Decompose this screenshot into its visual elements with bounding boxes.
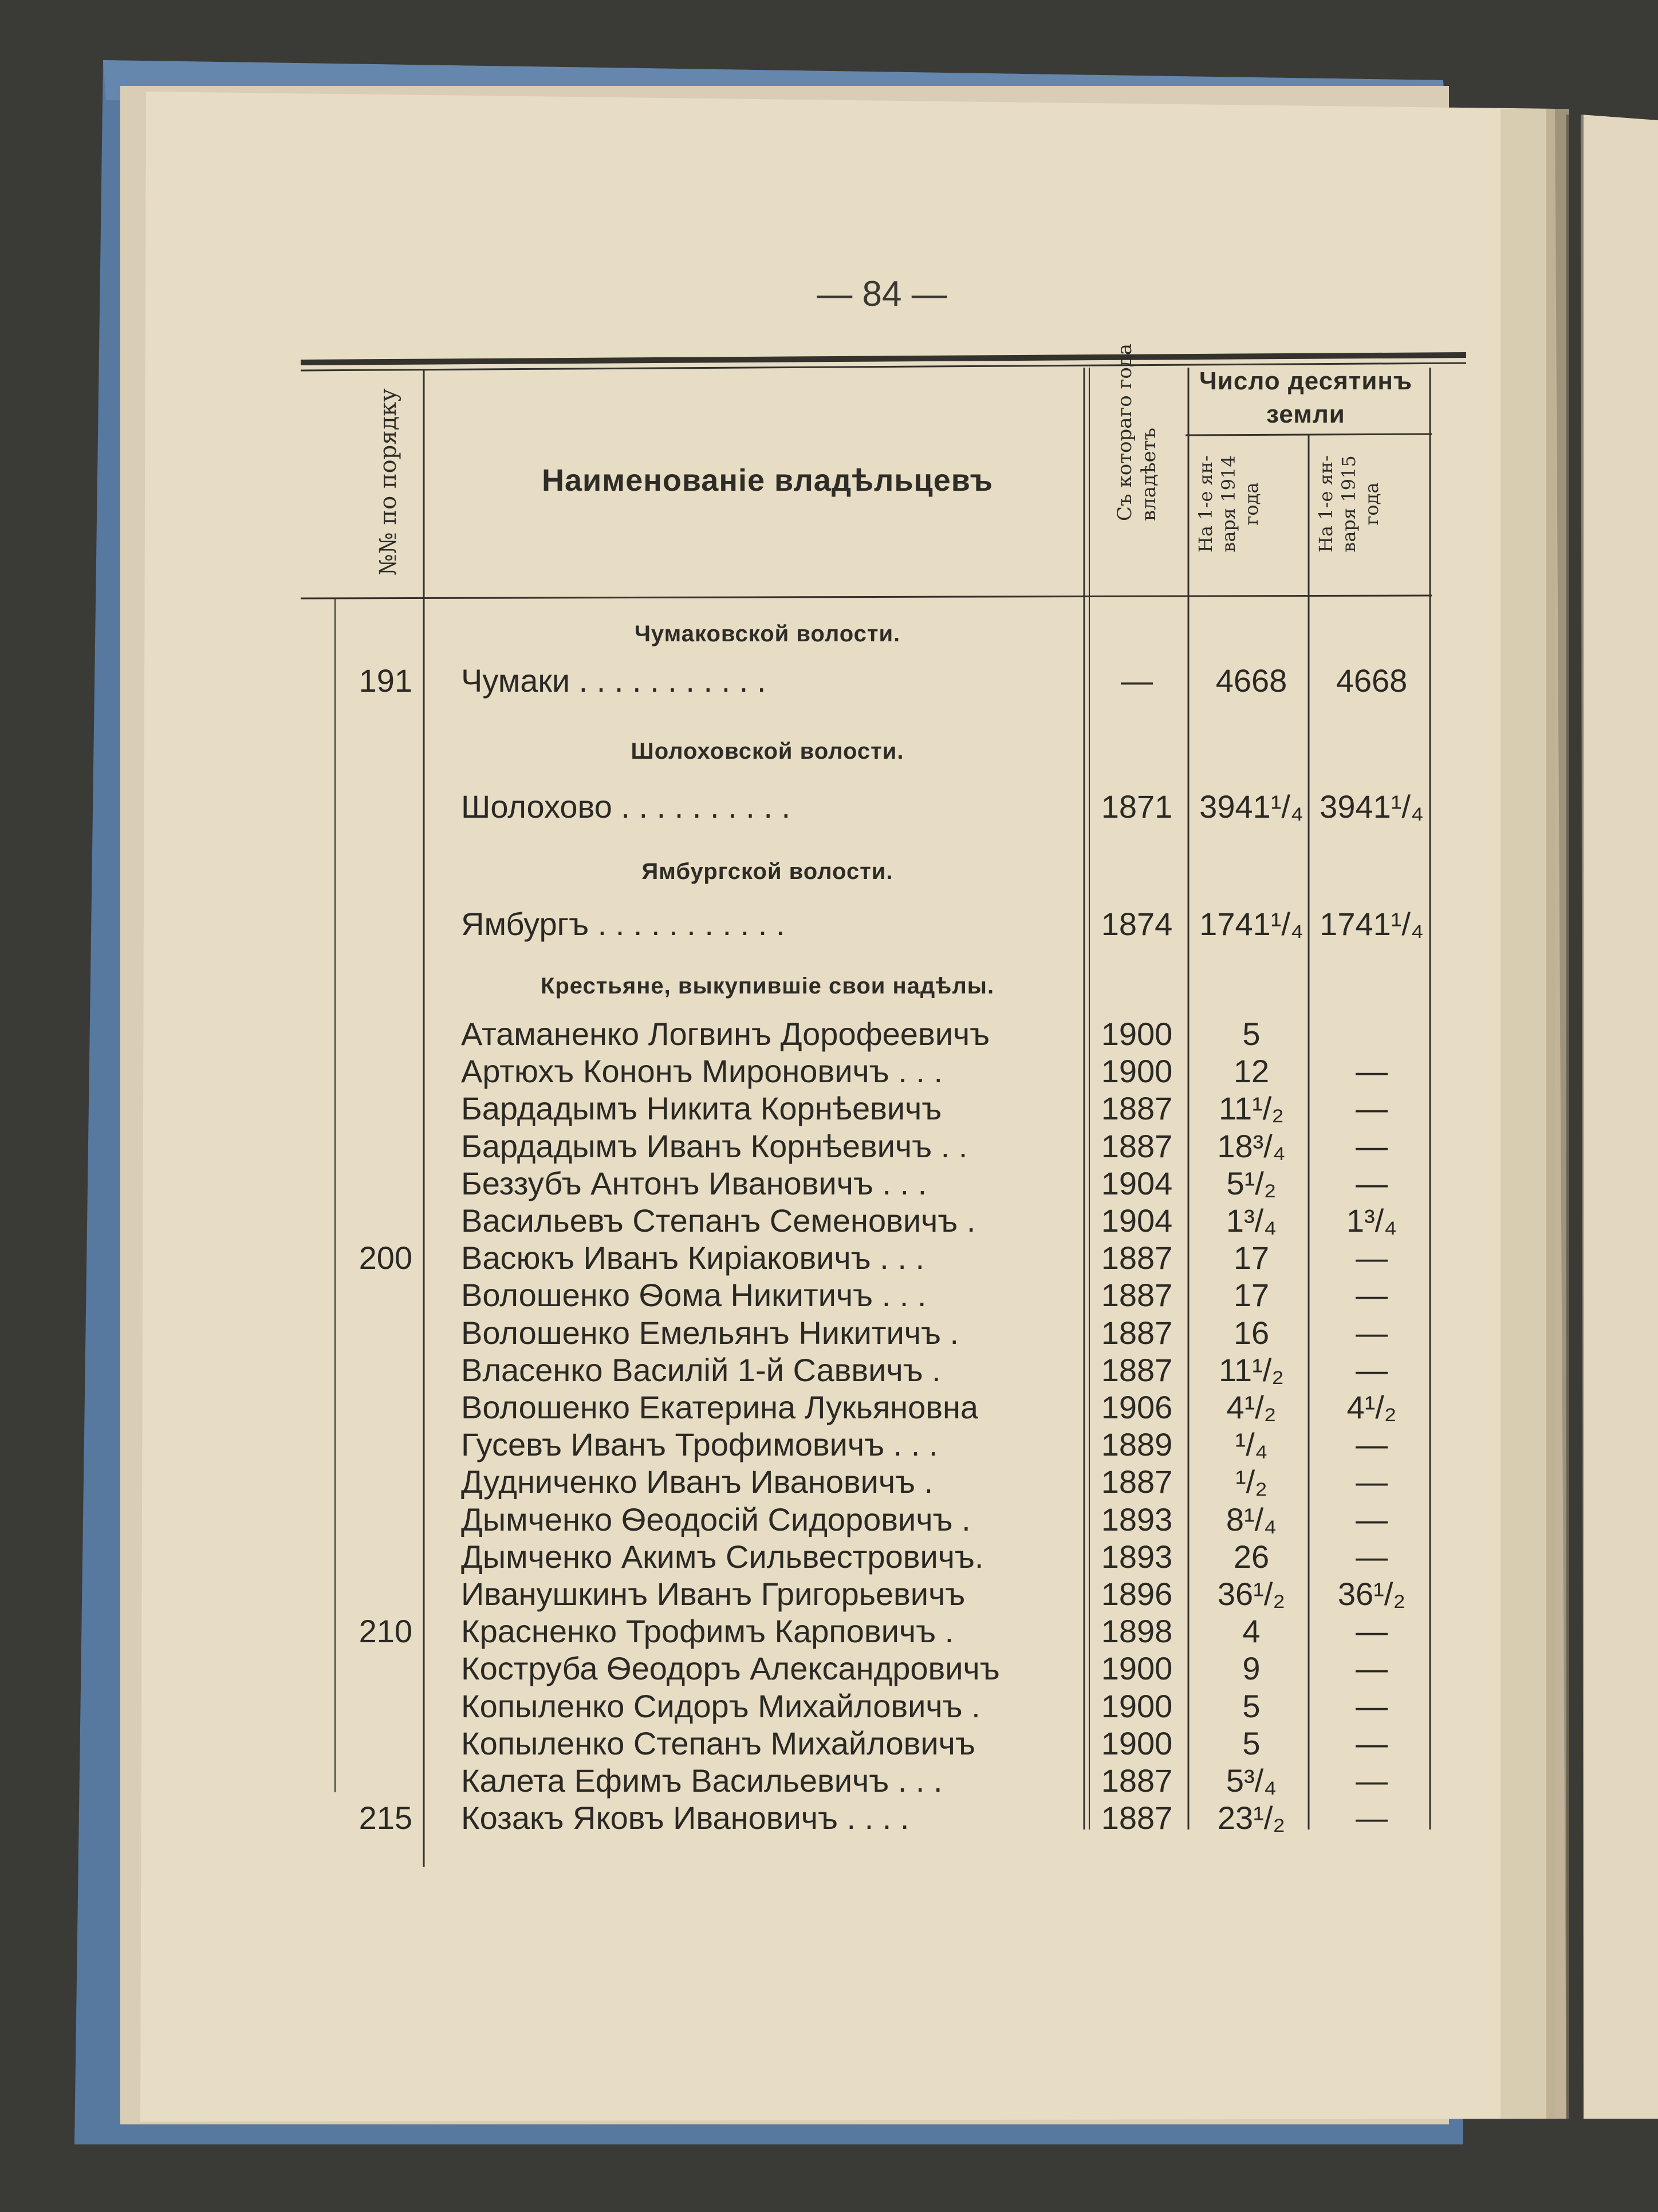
area-1915: 1741¹/₄: [1320, 906, 1424, 942]
since-year: 1887: [1101, 1240, 1173, 1276]
table-row: [0, 1239, 1658, 1277]
area-1914: 17: [1233, 1240, 1270, 1276]
area-1914: 1³/₄: [1226, 1202, 1277, 1239]
since-year: 1898: [1101, 1613, 1173, 1650]
header-since-line-1: Съ котораго года: [1113, 343, 1136, 521]
since-year: 1887: [1101, 1277, 1173, 1314]
row-number: 210: [359, 1613, 412, 1650]
owner-name: Копыленко Степанъ Михайловичъ: [461, 1725, 975, 1761]
area-1915: —: [1356, 1538, 1388, 1575]
header-1915-line-2: варя 1915: [1338, 455, 1360, 553]
area-1914: 1741¹/₄: [1199, 906, 1303, 942]
row-number: 191: [359, 663, 412, 699]
table-row: [0, 1351, 1658, 1390]
area-1914: 5: [1242, 1687, 1261, 1724]
area-1914: 4: [1242, 1613, 1261, 1650]
since-year: 1874: [1101, 906, 1173, 942]
area-1915: —: [1356, 1613, 1388, 1650]
since-year: 1893: [1101, 1501, 1173, 1537]
area-1914: 5: [1242, 1725, 1261, 1761]
owner-name: Волошенко Емельянъ Никитичъ .: [461, 1314, 959, 1351]
area-1914: 16: [1233, 1314, 1270, 1351]
area-1915: —: [1356, 1650, 1388, 1687]
area-1915: —: [1356, 1426, 1388, 1463]
owner-name: Дымченко Ѳеодосій Сидоровичъ .: [461, 1501, 971, 1537]
table-row: [0, 1761, 1658, 1800]
row-number: 200: [359, 1240, 412, 1276]
owner-name: Беззубъ Антонъ Ивановичъ . . .: [461, 1165, 927, 1201]
since-year: 1906: [1101, 1389, 1173, 1425]
owner-name: Дымченко Акимъ Сильвестровичъ.: [461, 1538, 984, 1575]
area-1914: 17: [1233, 1277, 1270, 1314]
since-year: 1896: [1101, 1576, 1173, 1612]
table-row: [0, 1575, 1658, 1614]
owner-name: Бардадымъ Иванъ Корнѣевичъ . .: [461, 1127, 968, 1164]
section-title: Ямбургской волости.: [641, 859, 893, 884]
area-1915: —: [1356, 1240, 1388, 1276]
area-1915: —: [1356, 1800, 1388, 1836]
since-year: 1887: [1101, 1762, 1173, 1799]
since-year: 1900: [1101, 1016, 1173, 1052]
owner-name: Калета Ефимъ Васильевичъ . . .: [461, 1762, 943, 1799]
area-1914: 36¹/₂: [1217, 1576, 1286, 1612]
area-1914: 26: [1233, 1538, 1270, 1575]
owner-name: Бардадымъ Никита Корнѣевичъ: [461, 1090, 942, 1127]
since-year: 1887: [1101, 1464, 1173, 1500]
since-year: 1871: [1101, 788, 1173, 825]
owner-name: Гусевъ Иванъ Трофимовичъ . . .: [461, 1426, 938, 1463]
table-row: [0, 1314, 1658, 1353]
area-1915: —: [1356, 1053, 1388, 1090]
header-area-1915: [1314, 455, 1383, 553]
header-area-line-1: Число десятинъ: [1199, 367, 1413, 395]
area-1914: 18³/₄: [1217, 1127, 1286, 1164]
table-row: [0, 1425, 1658, 1464]
section-title: Чумаковской волости.: [634, 621, 901, 646]
since-year: 1900: [1101, 1687, 1173, 1724]
area-1915: —: [1356, 1314, 1388, 1351]
owner-name: Ямбургъ . . . . . . . . . . .: [461, 906, 785, 942]
owner-name: Шолохово . . . . . . . . . .: [461, 788, 791, 825]
area-1915: 4668: [1336, 663, 1408, 699]
area-1915: —: [1356, 1687, 1388, 1724]
area-1915: 1³/₄: [1346, 1202, 1397, 1239]
since-year: 1887: [1101, 1351, 1173, 1388]
since-year: 1900: [1101, 1725, 1173, 1761]
area-1915: 36¹/₂: [1337, 1576, 1406, 1612]
section-title: Крестьяне, выкупившіе свои надѣлы.: [540, 973, 995, 999]
area-1915: —: [1356, 1277, 1388, 1314]
area-1914: 23¹/₂: [1217, 1800, 1286, 1836]
table-row: [0, 1201, 1658, 1240]
area-1915: —: [1356, 1501, 1388, 1537]
owner-name: Копыленко Сидоръ Михайловичъ .: [461, 1687, 980, 1724]
since-year: 1887: [1101, 1800, 1173, 1836]
owner-name: Чумаки . . . . . . . . . . .: [461, 663, 766, 699]
table-row: [0, 1388, 1658, 1427]
area-1914: 5³/₄: [1226, 1762, 1277, 1799]
owner-name: Дудниченко Иванъ Ивановичъ .: [461, 1464, 934, 1500]
table-row: [0, 1089, 1658, 1128]
table-row: [0, 905, 1658, 944]
header-owners-col: Наименованіе владѣльцевъ: [542, 463, 993, 498]
owner-name: Иванушкинъ Иванъ Григорьевичъ: [461, 1576, 966, 1612]
area-1914: 9: [1242, 1650, 1261, 1687]
header-since-line-2: владѣетъ: [1137, 427, 1160, 521]
owner-name: Артюхъ Кононъ Мироновичъ . . .: [461, 1053, 943, 1090]
table-row: [0, 1164, 1658, 1203]
area-1915: 4¹/₂: [1346, 1389, 1397, 1425]
table-row: [0, 1649, 1658, 1688]
owner-name: Власенко Василій 1-й Саввичъ .: [461, 1351, 941, 1388]
since-year: 1900: [1101, 1053, 1173, 1090]
table-row: [0, 1799, 1658, 1838]
area-1914: 12: [1233, 1053, 1270, 1090]
header-area-group: [1186, 365, 1426, 431]
row-number: 215: [359, 1800, 412, 1836]
owner-name: Козакъ Яковъ Ивановичъ . . . .: [461, 1800, 909, 1836]
table-row: [0, 1015, 1658, 1054]
table-row: [0, 661, 1658, 700]
area-1915: —: [1356, 1165, 1388, 1201]
area-1914: 3941¹/₄: [1199, 788, 1303, 825]
area-1915: 3941¹/₄: [1320, 788, 1424, 825]
table-row: [0, 1276, 1658, 1315]
area-1914: 5¹/₂: [1226, 1165, 1277, 1201]
area-1914: ¹/₂: [1235, 1464, 1267, 1500]
since-year: 1887: [1101, 1314, 1173, 1351]
owner-name: Васильевъ Степанъ Семеновичъ .: [461, 1202, 976, 1239]
table-row: [0, 1537, 1658, 1576]
table-row: [0, 787, 1658, 826]
area-1914: 8¹/₄: [1226, 1501, 1277, 1537]
since-year: 1900: [1101, 1650, 1173, 1687]
header-1914-line-2: варя 1914: [1218, 455, 1239, 553]
area-1914: 11¹/₂: [1218, 1090, 1285, 1127]
area-1915: —: [1356, 1351, 1388, 1388]
header-1914-line-1: На 1-е ян-: [1195, 455, 1216, 553]
area-1915: —: [1356, 1090, 1388, 1127]
area-1915: —: [1356, 1127, 1388, 1164]
area-1914: 5: [1242, 1016, 1261, 1052]
owner-name: Красненко Трофимъ Карповичъ .: [461, 1613, 954, 1650]
since-year: 1889: [1101, 1426, 1173, 1463]
owner-name: Коструба Ѳеодоръ Александровичъ: [461, 1650, 1000, 1687]
area-1915: —: [1356, 1725, 1388, 1761]
header-area-1914: [1194, 455, 1263, 553]
owner-name: Волошенко Ѳома Никитичъ . . .: [461, 1277, 927, 1314]
since-year: —: [1121, 663, 1153, 699]
header-number-col: №№ по порядку: [375, 388, 401, 575]
header-area-line-2: земли: [1266, 400, 1345, 428]
header-since-col: [1113, 343, 1161, 521]
since-year: 1893: [1101, 1538, 1173, 1575]
section-title: Шолоховской волости.: [631, 739, 904, 764]
area-1914: ¹/₄: [1235, 1426, 1268, 1463]
since-year: 1904: [1101, 1202, 1173, 1239]
area-1914: 4¹/₂: [1226, 1389, 1277, 1425]
page-number: — 84 —: [817, 274, 947, 314]
table-row: [0, 1052, 1658, 1091]
area-1915: —: [1356, 1762, 1388, 1799]
owner-name: Волошенко Екатерина Лукьяновна: [461, 1389, 979, 1425]
table-row: [0, 1687, 1658, 1726]
header-1914-line-3: года: [1240, 482, 1262, 526]
header-1915-line-3: года: [1361, 482, 1383, 526]
since-year: 1904: [1101, 1165, 1173, 1201]
owner-name: Атаманенко Логвинъ Дорофеевичъ: [461, 1016, 990, 1052]
table-row: [0, 1127, 1658, 1166]
area-1914: 4668: [1215, 663, 1287, 699]
table-row: [0, 1500, 1658, 1539]
since-year: 1887: [1101, 1090, 1173, 1127]
since-year: 1887: [1101, 1127, 1173, 1164]
header-1915-line-1: На 1-е ян-: [1315, 455, 1337, 553]
area-1914: 11¹/₂: [1218, 1351, 1285, 1388]
table-row: [0, 1724, 1658, 1763]
area-1915: —: [1356, 1464, 1388, 1500]
owner-name: Васюкъ Иванъ Киріаковичъ . . .: [461, 1240, 925, 1276]
table-row: [0, 1462, 1658, 1501]
table-row: [0, 1612, 1658, 1651]
